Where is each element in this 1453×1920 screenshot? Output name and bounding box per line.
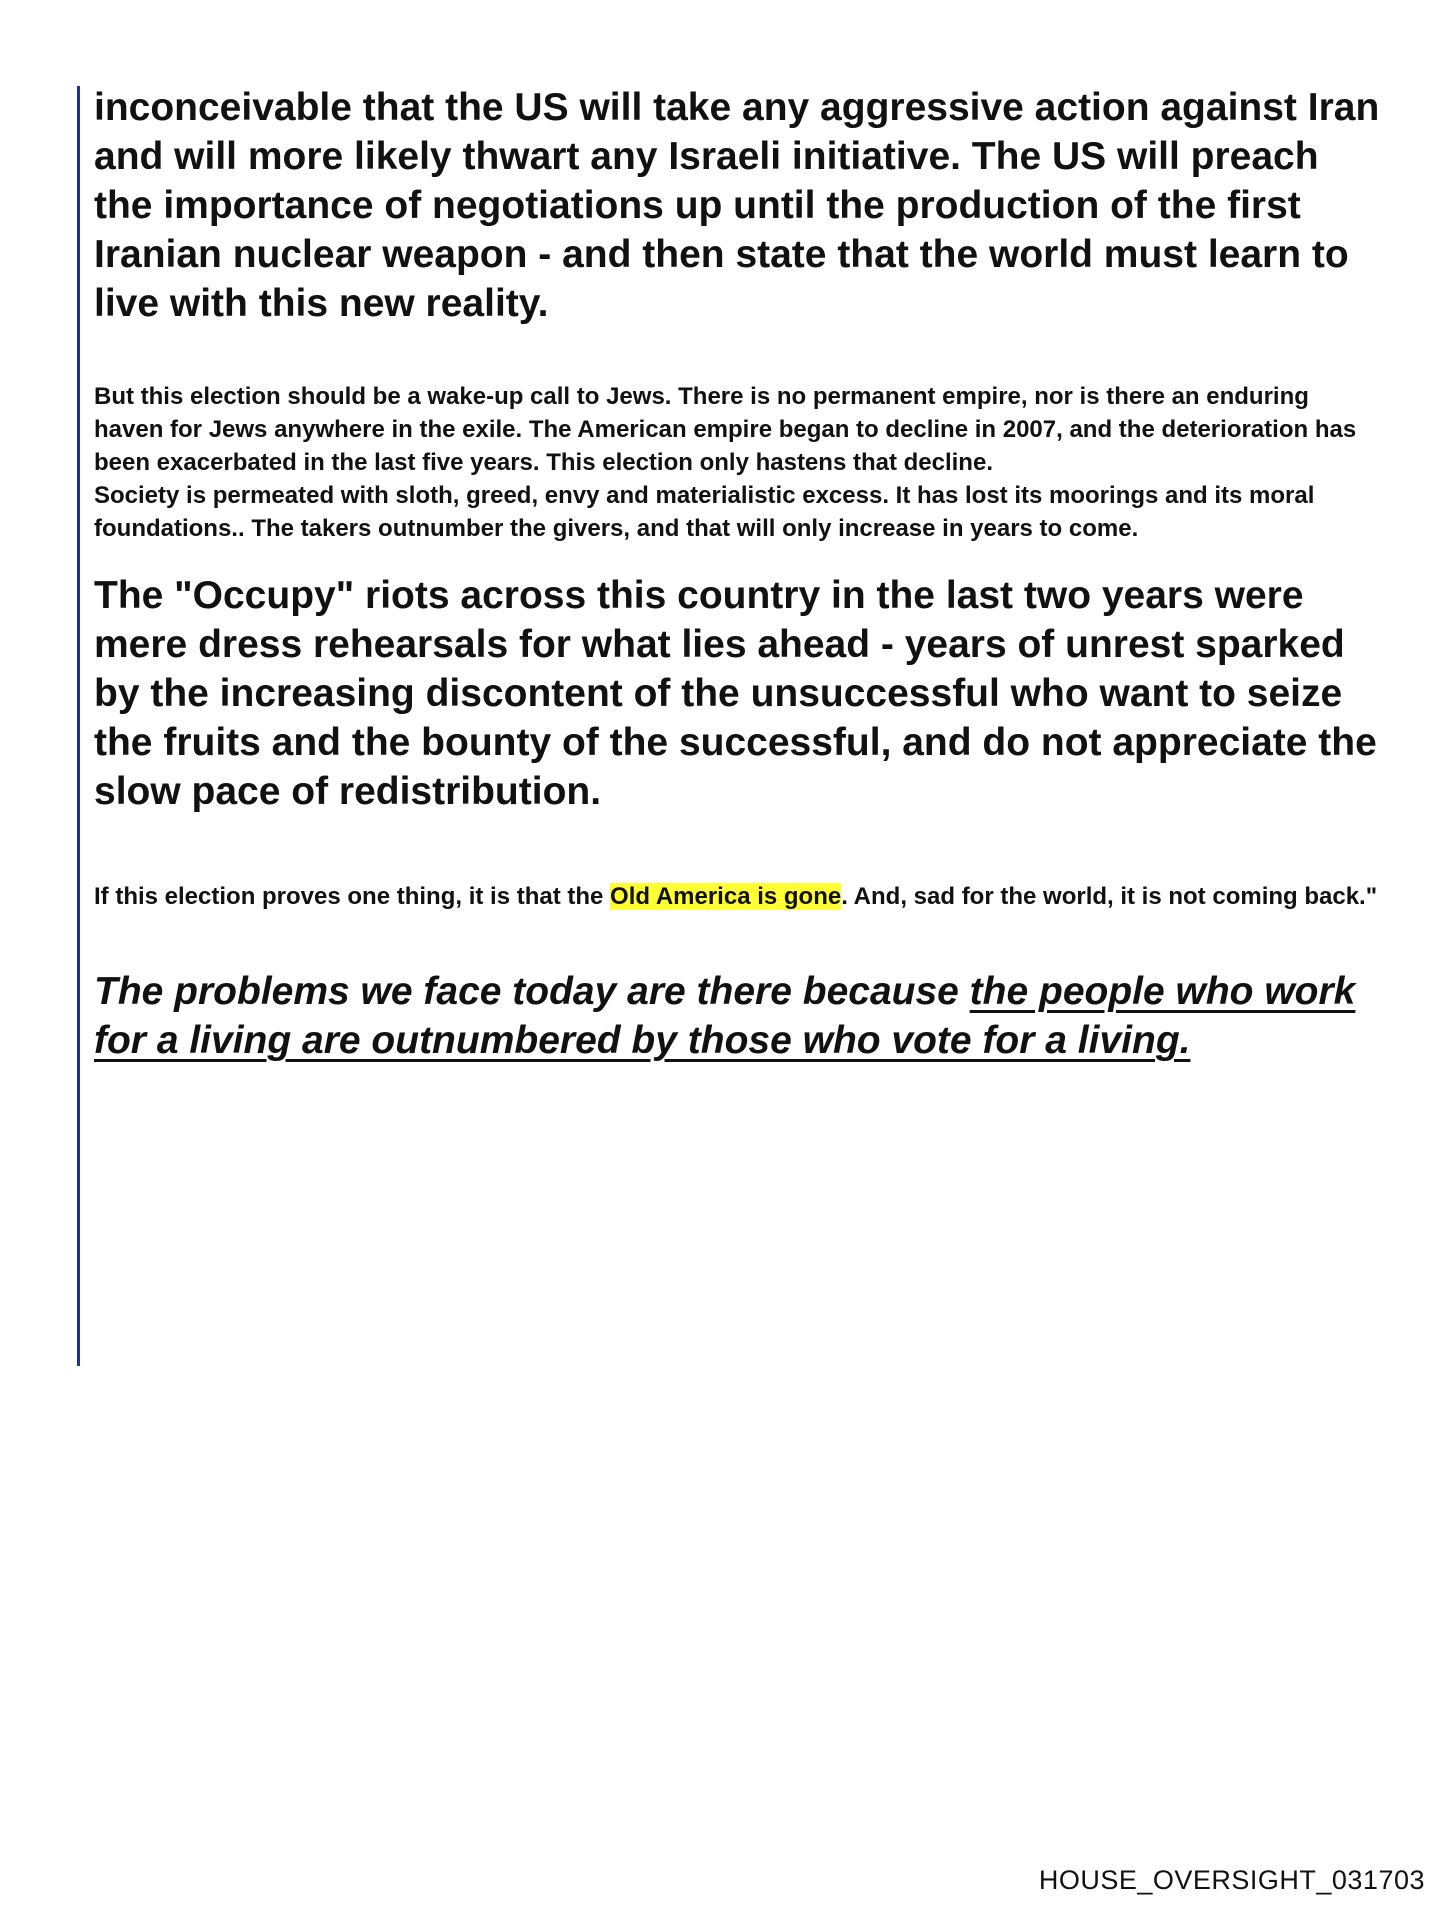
paragraph-occupy: The "Occupy" riots across this country in the last two years were mere dress rehearsals for what lies ahead - years of unrest sparked by the increasing discontent of the unsuccessful who want to seize the fruits and the bounty of the successful, and do not appreciate the slow pace of redistribution. [94, 574, 1377, 813]
paragraph-old-america [94, 880, 1384, 913]
old-america-text-before: If this election proves one thing, it is that the [94, 883, 611, 910]
revision-bar [77, 86, 80, 1366]
paragraph-problems [94, 967, 1384, 1065]
highlighted-phrase: Old America is gone [610, 883, 842, 910]
paragraph-wake-up-call: But this election should be a wake-up call to Jews. There is no permanent empire, nor is there an enduring haven for Jews anywhere in the exile. The American empire began to decline in 2007, and the deterioration has been exacerbated in the last five years. This election only hastens that decline. [94, 383, 1357, 476]
old-america-text-after: . And, sad for the world, it is not coming back." [841, 883, 1378, 910]
underlined-phrase: the people who work for a living are outnumbered by those who vote for a living. [94, 970, 1356, 1062]
paragraph-iran: inconceivable that the US will take any aggressive action against Iran and will more likely thwart any Israeli initiative. The US will preach the importance of negotiations up until the production of the first Iranian nuclear weapon - and then state that the world must learn to live with this new reality. [94, 86, 1380, 325]
problems-text-before: The problems we face today are there because [94, 970, 970, 1013]
bates-number: HOUSE_OVERSIGHT_031703 [1038, 1865, 1425, 1895]
paragraph-society: Society is permeated with sloth, greed, envy and materialistic excess. It has lost its moorings and its moral foundations.. The takers outnumber the givers, and that will only increase in years to come. [94, 482, 1315, 542]
document-body [94, 83, 1384, 1065]
